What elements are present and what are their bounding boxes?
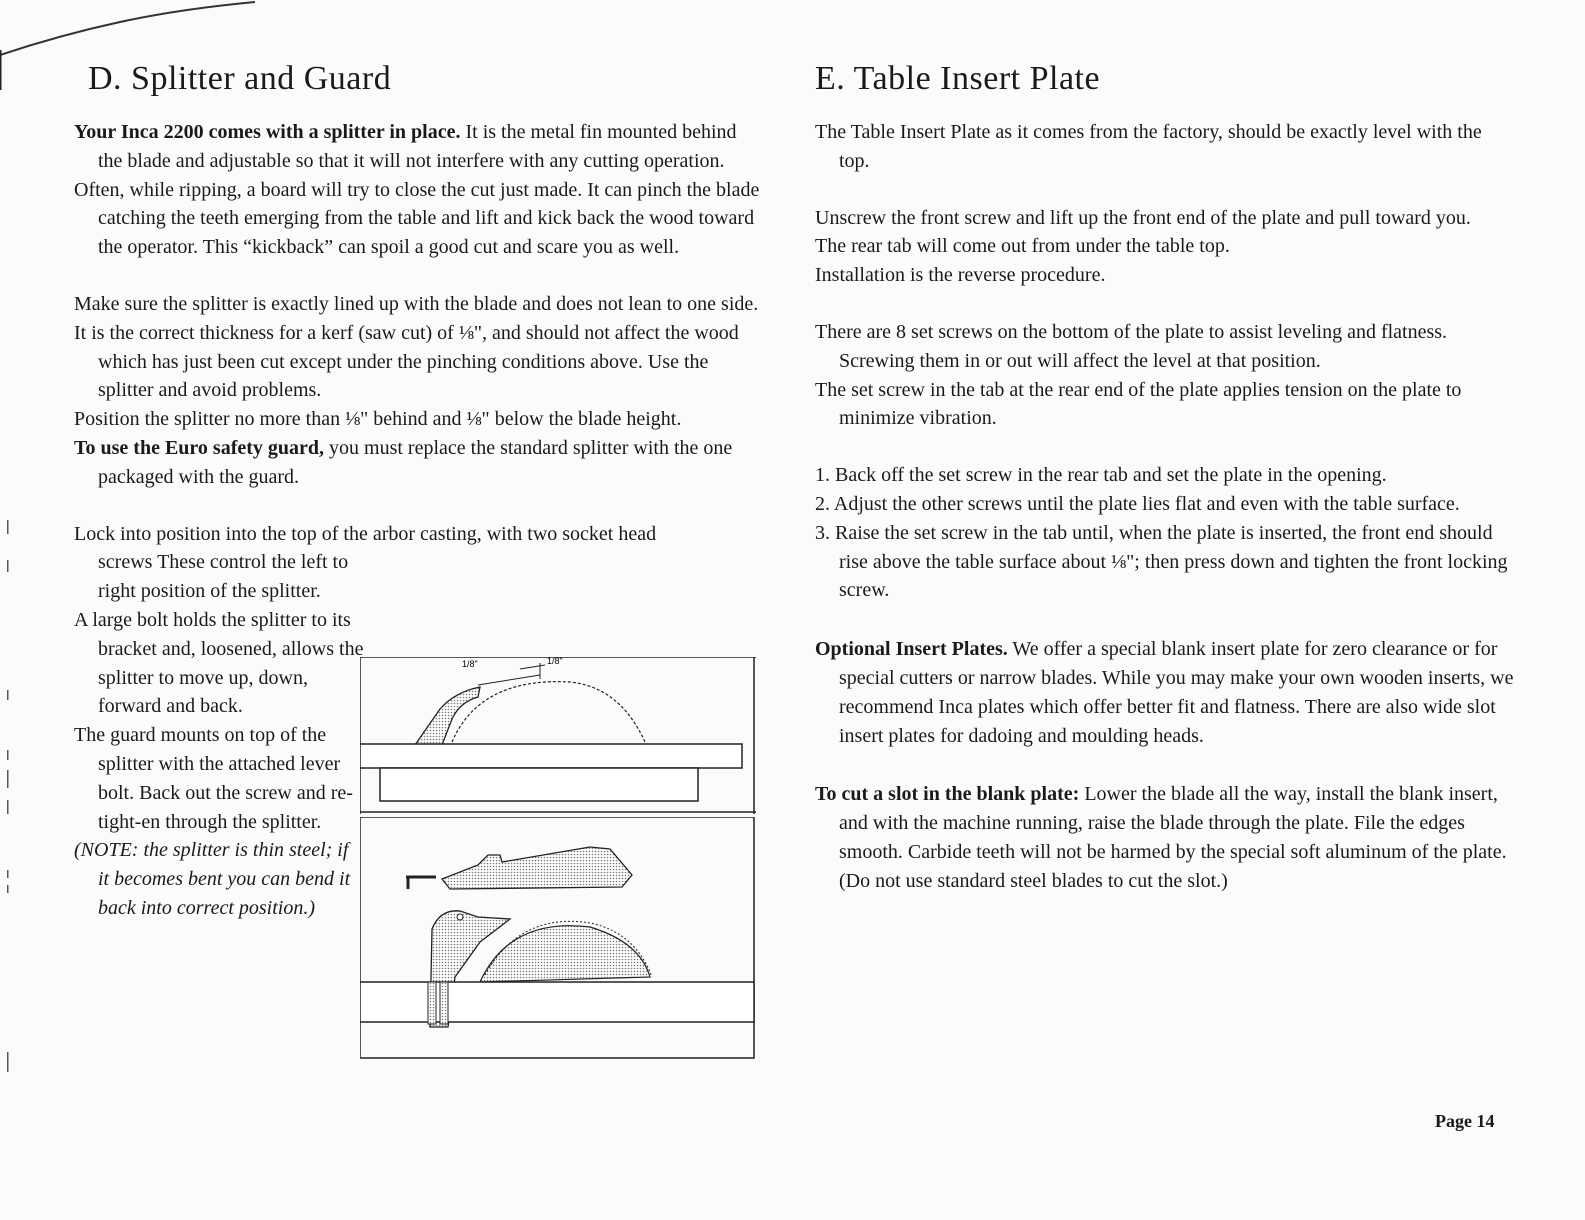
splitter-intro-text: It is the metal fin mounted behind the blade and adjustable so that it will not interfere with any cutting operation. xyxy=(98,121,737,172)
rear-tab-paragraph: The rear tab will come out from under the table top. xyxy=(815,235,1230,258)
note-paragraph: (NOTE: the splitter is thin steel; if it becomes bent you can bend it back into correct position.) xyxy=(74,839,351,919)
euro-guard-paragraph xyxy=(74,434,764,492)
page-number: Page 14 xyxy=(1435,1111,1495,1131)
optional-plates-bold: Optional Insert Plates. xyxy=(815,638,1008,661)
alignment-paragraph: Make sure the splitter is exactly lined up with the blade and does not lean to one side. xyxy=(74,292,759,315)
splitter-side-diagram xyxy=(360,657,756,814)
bolt-paragraph: A large bolt holds the splitter to its bracket and, loosened, allows the splitter to move up, down, forward and back. xyxy=(74,608,364,718)
guard-mount-paragraph: The guard mounts on top of the splitter with the attached lever bolt. Back out the screw and re-tight-en through the splitter. xyxy=(74,724,353,833)
installation-paragraph: Installation is the reverse procedure. xyxy=(815,264,1106,287)
lock-paragraph-line1: Lock into position into the top of the arbor casting, with two socket head xyxy=(74,522,657,545)
position-paragraph: Position the splitter no more than ⅛" behind and ⅛" below the blade height. xyxy=(74,408,682,431)
optional-plates-paragraph xyxy=(815,635,1515,750)
guard-assembly-diagram xyxy=(360,817,756,1060)
left-narrow-column xyxy=(74,548,364,922)
lock-paragraph-rest: screws These control the left to right position of the splitter. xyxy=(98,551,349,603)
set-screws-paragraph: There are 8 set screws on the bottom of the plate to assist leveling and flatness. Screwing them in or out will affect the level at that position. xyxy=(815,320,1448,372)
kickback-paragraph: Often, while ripping, a board will try to close the cut just made. It can pinch the blade catching the teeth emerging from the table and lift and kick back the wood toward the operator. This “kickback” can spoil a good cut and scare you as well. xyxy=(74,178,760,259)
diagram-label-2: 1/8" xyxy=(547,657,563,666)
margin-marks xyxy=(5,420,11,1100)
cut-slot-text: Lower the blade all the way, install the blank insert, and with the machine running, raise the blade through the plate. File the edges smooth. Carbide teeth will not be harmed by the special soft aluminum of the plate. (Do not use standard steel blades to cut the slot.) xyxy=(839,783,1507,892)
step-item: 2. Adjust the other screws until the plate lies flat and even with the table surface. xyxy=(815,492,1460,515)
cut-slot-paragraph xyxy=(815,780,1515,895)
section-d-heading: D. Splitter and Guard xyxy=(88,60,392,97)
section-e xyxy=(815,60,1515,896)
optional-plates-text: We offer a special blank insert plate for zero clearance or for special cutters or narrow blades. While you may make your own wooden inserts, we recommend Inca plates which offer better fit and flatness. There are also wide slot insert plates for dadoing and moulding heads. xyxy=(839,638,1514,747)
removal-paragraph: Unscrew the front screw and lift up the front end of the plate and pull toward you. xyxy=(815,206,1471,229)
euro-guard-bold: To use the Euro safety guard, xyxy=(74,436,325,459)
step-item: 1. Back off the set screw in the rear tab and set the plate in the opening. xyxy=(815,464,1387,487)
insert-plate-intro: The Table Insert Plate as it comes from the factory, should be exactly level with the top. xyxy=(815,121,1482,172)
step-item: 3. Raise the set screw in the tab until, when the plate is inserted, the front end should rise above the table surface about ⅛"; then press down and tighten the front locking screw. xyxy=(815,521,1508,602)
splitter-intro-bold: Your Inca 2200 comes with a splitter in place. xyxy=(74,121,461,143)
splitter-intro xyxy=(74,118,764,176)
kerf-paragraph: It is the correct thickness for a kerf (saw cut) of ⅛", and should not affect the wood which has just been cut except under the pinching conditions above. Use the splitter and avoid problems. xyxy=(74,321,739,402)
tension-paragraph: The set screw in the tab at the rear end of the plate applies tension on the plate to minimize vibration. xyxy=(815,378,1462,430)
diagram-label-1: 1/8" xyxy=(462,659,478,669)
section-e-heading: E. Table Insert Plate xyxy=(815,60,1101,97)
euro-guard-text: you must replace the standard splitter with the one packaged with the guard. xyxy=(98,436,733,488)
cut-slot-bold: To cut a slot in the blank plate: xyxy=(815,783,1080,806)
